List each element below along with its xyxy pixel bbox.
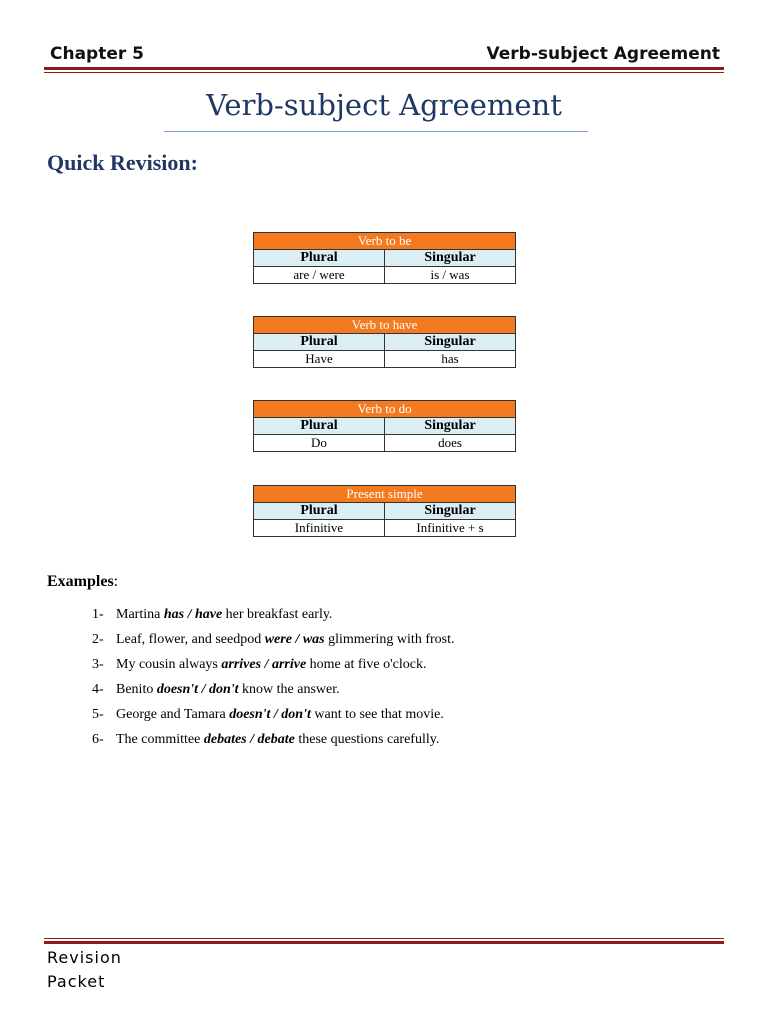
page-footer [47, 946, 122, 994]
chapter-label: Chapter 5 [50, 44, 145, 64]
column-header-singular: Singular [385, 503, 516, 520]
column-header-plural: Plural [254, 503, 385, 520]
footer-line-1: Revision [47, 948, 122, 967]
list-item [92, 631, 455, 656]
verb-table-do [253, 400, 516, 452]
item-choice: doesn't / don't [156, 682, 239, 697]
page-header [50, 44, 720, 64]
item-number: 4- [92, 682, 104, 697]
verb-table-have [253, 316, 516, 368]
column-header-singular: Singular [385, 334, 516, 351]
singular-value: is / was [385, 267, 516, 284]
verb-table-be [253, 232, 516, 284]
header-rule-thick [44, 67, 724, 70]
item-text-after: know the answer. [238, 682, 340, 697]
item-number: 5- [92, 707, 104, 722]
footer-rule-thick [44, 941, 724, 944]
plural-value: are / were [254, 267, 385, 284]
list-item [92, 731, 455, 756]
singular-value: does [385, 435, 516, 452]
title-underline [164, 131, 588, 132]
plural-value: Do [254, 435, 385, 452]
list-item [92, 656, 455, 681]
table-caption: Verb to be [254, 233, 516, 250]
column-header-plural: Plural [254, 418, 385, 435]
item-number: 3- [92, 657, 104, 672]
item-text-before: Martina [116, 607, 164, 622]
list-item [92, 706, 455, 731]
table-caption: Verb to have [254, 317, 516, 334]
item-text-after: want to see that movie. [310, 707, 444, 722]
item-text-before: Leaf, flower, and seedpod [116, 632, 265, 647]
item-choice: arrives / arrive [221, 657, 307, 672]
item-text-after: glimmering with frost. [324, 632, 455, 647]
examples-label: Examples [47, 573, 114, 590]
item-choice: were / was [264, 632, 325, 647]
examples-colon: : [113, 573, 119, 590]
column-header-singular: Singular [385, 250, 516, 267]
table-caption: Verb to do [254, 401, 516, 418]
section-heading: Quick Revision: [47, 150, 198, 175]
item-text-after: home at five o'clock. [306, 657, 427, 672]
item-text-before: My cousin always [116, 657, 222, 672]
column-header-plural: Plural [254, 250, 385, 267]
item-text-before: George and Tamara [116, 707, 230, 722]
plural-value: Infinitive [254, 520, 385, 537]
header-rule-thin [44, 72, 724, 73]
item-text-before: The committee [116, 732, 204, 747]
item-number: 6- [92, 732, 104, 747]
footer-rule-thin [44, 938, 724, 939]
list-item [92, 681, 455, 706]
item-choice: doesn't / don't [229, 707, 311, 722]
column-header-singular: Singular [385, 418, 516, 435]
footer-line-2: Packet [47, 972, 106, 991]
singular-value: has [385, 351, 516, 368]
item-choice: debates / debate [203, 732, 295, 747]
column-header-plural: Plural [254, 334, 385, 351]
singular-value: Infinitive + s [385, 520, 516, 537]
item-number: 1- [92, 607, 104, 622]
table-caption: Present simple [254, 486, 516, 503]
item-text-before: Benito [116, 682, 157, 697]
examples-list [92, 606, 455, 756]
list-item [92, 606, 455, 631]
item-choice: has / have [163, 607, 223, 622]
header-topic: Verb-subject Agreement [486, 44, 720, 64]
item-text-after: her breakfast early. [222, 607, 333, 622]
item-number: 2- [92, 632, 104, 647]
item-text-after: these questions carefully. [294, 732, 440, 747]
examples-heading [47, 573, 118, 591]
verb-table-present-simple [253, 485, 516, 537]
plural-value: Have [254, 351, 385, 368]
page-title: Verb-subject Agreement [206, 88, 562, 122]
